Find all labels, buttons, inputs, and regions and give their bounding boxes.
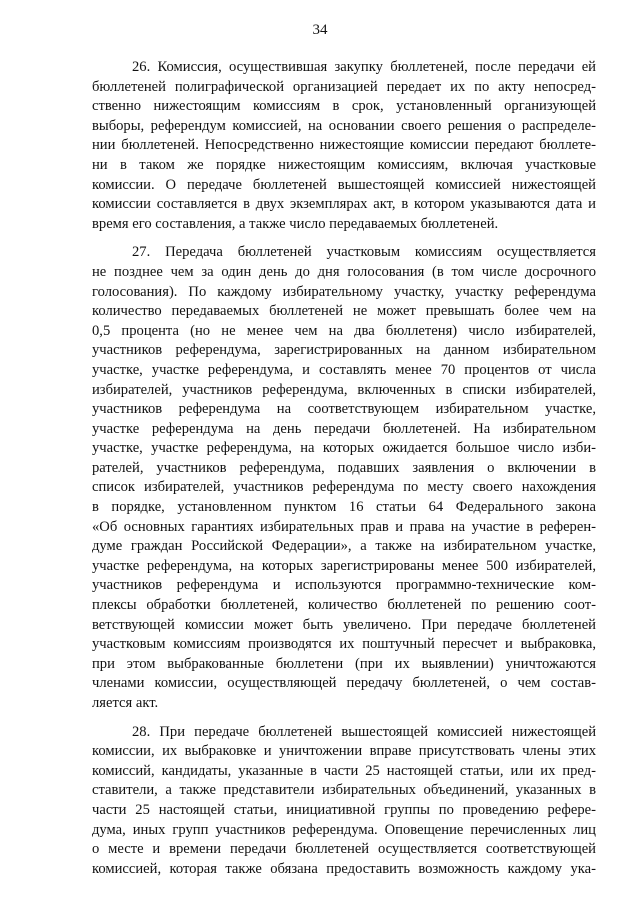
text-line: комиссией, которая также обязана предоставить возможность каждому ука- bbox=[92, 860, 596, 877]
text-line: голосования). По каждому избирательному участку, участку референдума bbox=[92, 283, 596, 300]
text-line: плексы обработки бюллетеней, количество бюллетеней по решению соот- bbox=[92, 597, 596, 614]
text-line: дума, иных групп участников референдума. Оповещение перечисленных лиц bbox=[92, 821, 596, 838]
text-line: участке референдума на день передачи бюллетеней. На избирательном bbox=[92, 420, 596, 437]
text-line: комиссий, кандидаты, указанные в части 25 настоящей статьи, или их пред- bbox=[92, 762, 596, 779]
text-line: части 25 настоящей статьи, инициативной группы по проведению рефере- bbox=[92, 801, 596, 818]
text-line: бюллетеней полиграфической организацией передает их по акту непосред- bbox=[92, 78, 596, 95]
text-line: время его составления, а также число передаваемых бюллетеней. bbox=[92, 215, 499, 232]
text-line: список избирателей, участников референдума по месту своего нахождения bbox=[92, 479, 596, 496]
text-line: не позднее чем за один день до дня голосования (в том числе досрочного bbox=[92, 263, 596, 280]
text-line: ветствующей комиссии может быть увеличено. При передаче бюллетеней bbox=[92, 616, 596, 633]
text-line: рателей, участников референдума, подавших заявления о включении в bbox=[92, 459, 596, 476]
text-line: о месте и времени передачи бюллетеней осуществляется соответствующей bbox=[92, 841, 596, 858]
text-line: 27. Передача бюллетеней участковым комиссиям осуществляется bbox=[132, 244, 596, 261]
text-line: участке, участке референдума, на которых ожидается большое число изби- bbox=[92, 440, 596, 457]
text-line: 0,5 процента (но не менее чем на два бюллетеня) число избирателей, bbox=[92, 322, 596, 339]
text-line: участковым комиссиям производятся их поштучный пересчет и выбраковка, bbox=[92, 636, 596, 653]
text-line: ственно нижестоящим комиссиям в срок, установленный организующей bbox=[92, 98, 596, 115]
text-line: участников референдума, зарегистрированных на данном избирательном bbox=[92, 342, 596, 359]
text-line: количество передаваемых бюллетеней не может превышать более чем на bbox=[92, 303, 596, 320]
text-line: думе граждан Российской Федерации», а также на избирательном участке, bbox=[92, 538, 596, 555]
text-line: избирателей, участников референдума, включенных в списки избирателей, bbox=[92, 381, 596, 398]
text-line: участников референдума и используются программно-технические ком- bbox=[92, 577, 596, 594]
paragraph-26 bbox=[92, 58, 596, 234]
text-line: 28. При передаче бюллетеней вышестоящей комиссией нижестоящей bbox=[132, 723, 596, 740]
text-line: участке референдума, на которых зарегистрированы менее 500 избирателей, bbox=[92, 557, 596, 574]
document-body bbox=[92, 58, 596, 888]
text-line: 26. Комиссия, осуществившая закупку бюллетеней, после передачи ей bbox=[132, 59, 596, 75]
text-line: ставители, а также представители избирательных объединений, указанных в bbox=[92, 782, 596, 799]
text-line: ляется акт. bbox=[92, 695, 159, 711]
text-line: «Об основных гарантиях избирательных прав и права на участие в референ- bbox=[92, 518, 596, 535]
text-line: комиссии. О передаче бюллетеней вышестоящей комиссией нижестоящей bbox=[92, 176, 596, 193]
text-line: участке, участке референдума, и составлять менее 70 процентов от числа bbox=[92, 361, 596, 378]
paragraph-28 bbox=[92, 723, 596, 880]
text-line: при этом выбракованные бюллетени (при их выявлении) уничтожаются bbox=[92, 655, 596, 672]
text-line: участников референдума на соответствующем избирательном участке, bbox=[92, 401, 596, 418]
text-line: выборы, референдум комиссией, на основании своего решения о распределе- bbox=[92, 117, 596, 134]
text-line: комиссии, их выбраковке и уничтожении вправе присутствовать члены этих bbox=[92, 743, 596, 760]
text-line: в порядке, установленном пунктом 16 статьи 64 Федерального закона bbox=[92, 499, 596, 516]
text-line: комиссии составляется в двух экземплярах акт, в котором указываются дата и bbox=[92, 196, 596, 213]
text-line: членами комиссии, осуществляющей передачу бюллетеней, о чем состав- bbox=[92, 675, 596, 692]
page-number: 34 bbox=[312, 22, 328, 38]
text-line: ни в таком же порядке нижестоящим комиссиям, включая участковые bbox=[92, 156, 596, 173]
paragraph-27 bbox=[92, 243, 596, 713]
text-line: нии бюллетеней. Непосредственно нижестоящие комиссии передают бюллете- bbox=[92, 137, 596, 154]
